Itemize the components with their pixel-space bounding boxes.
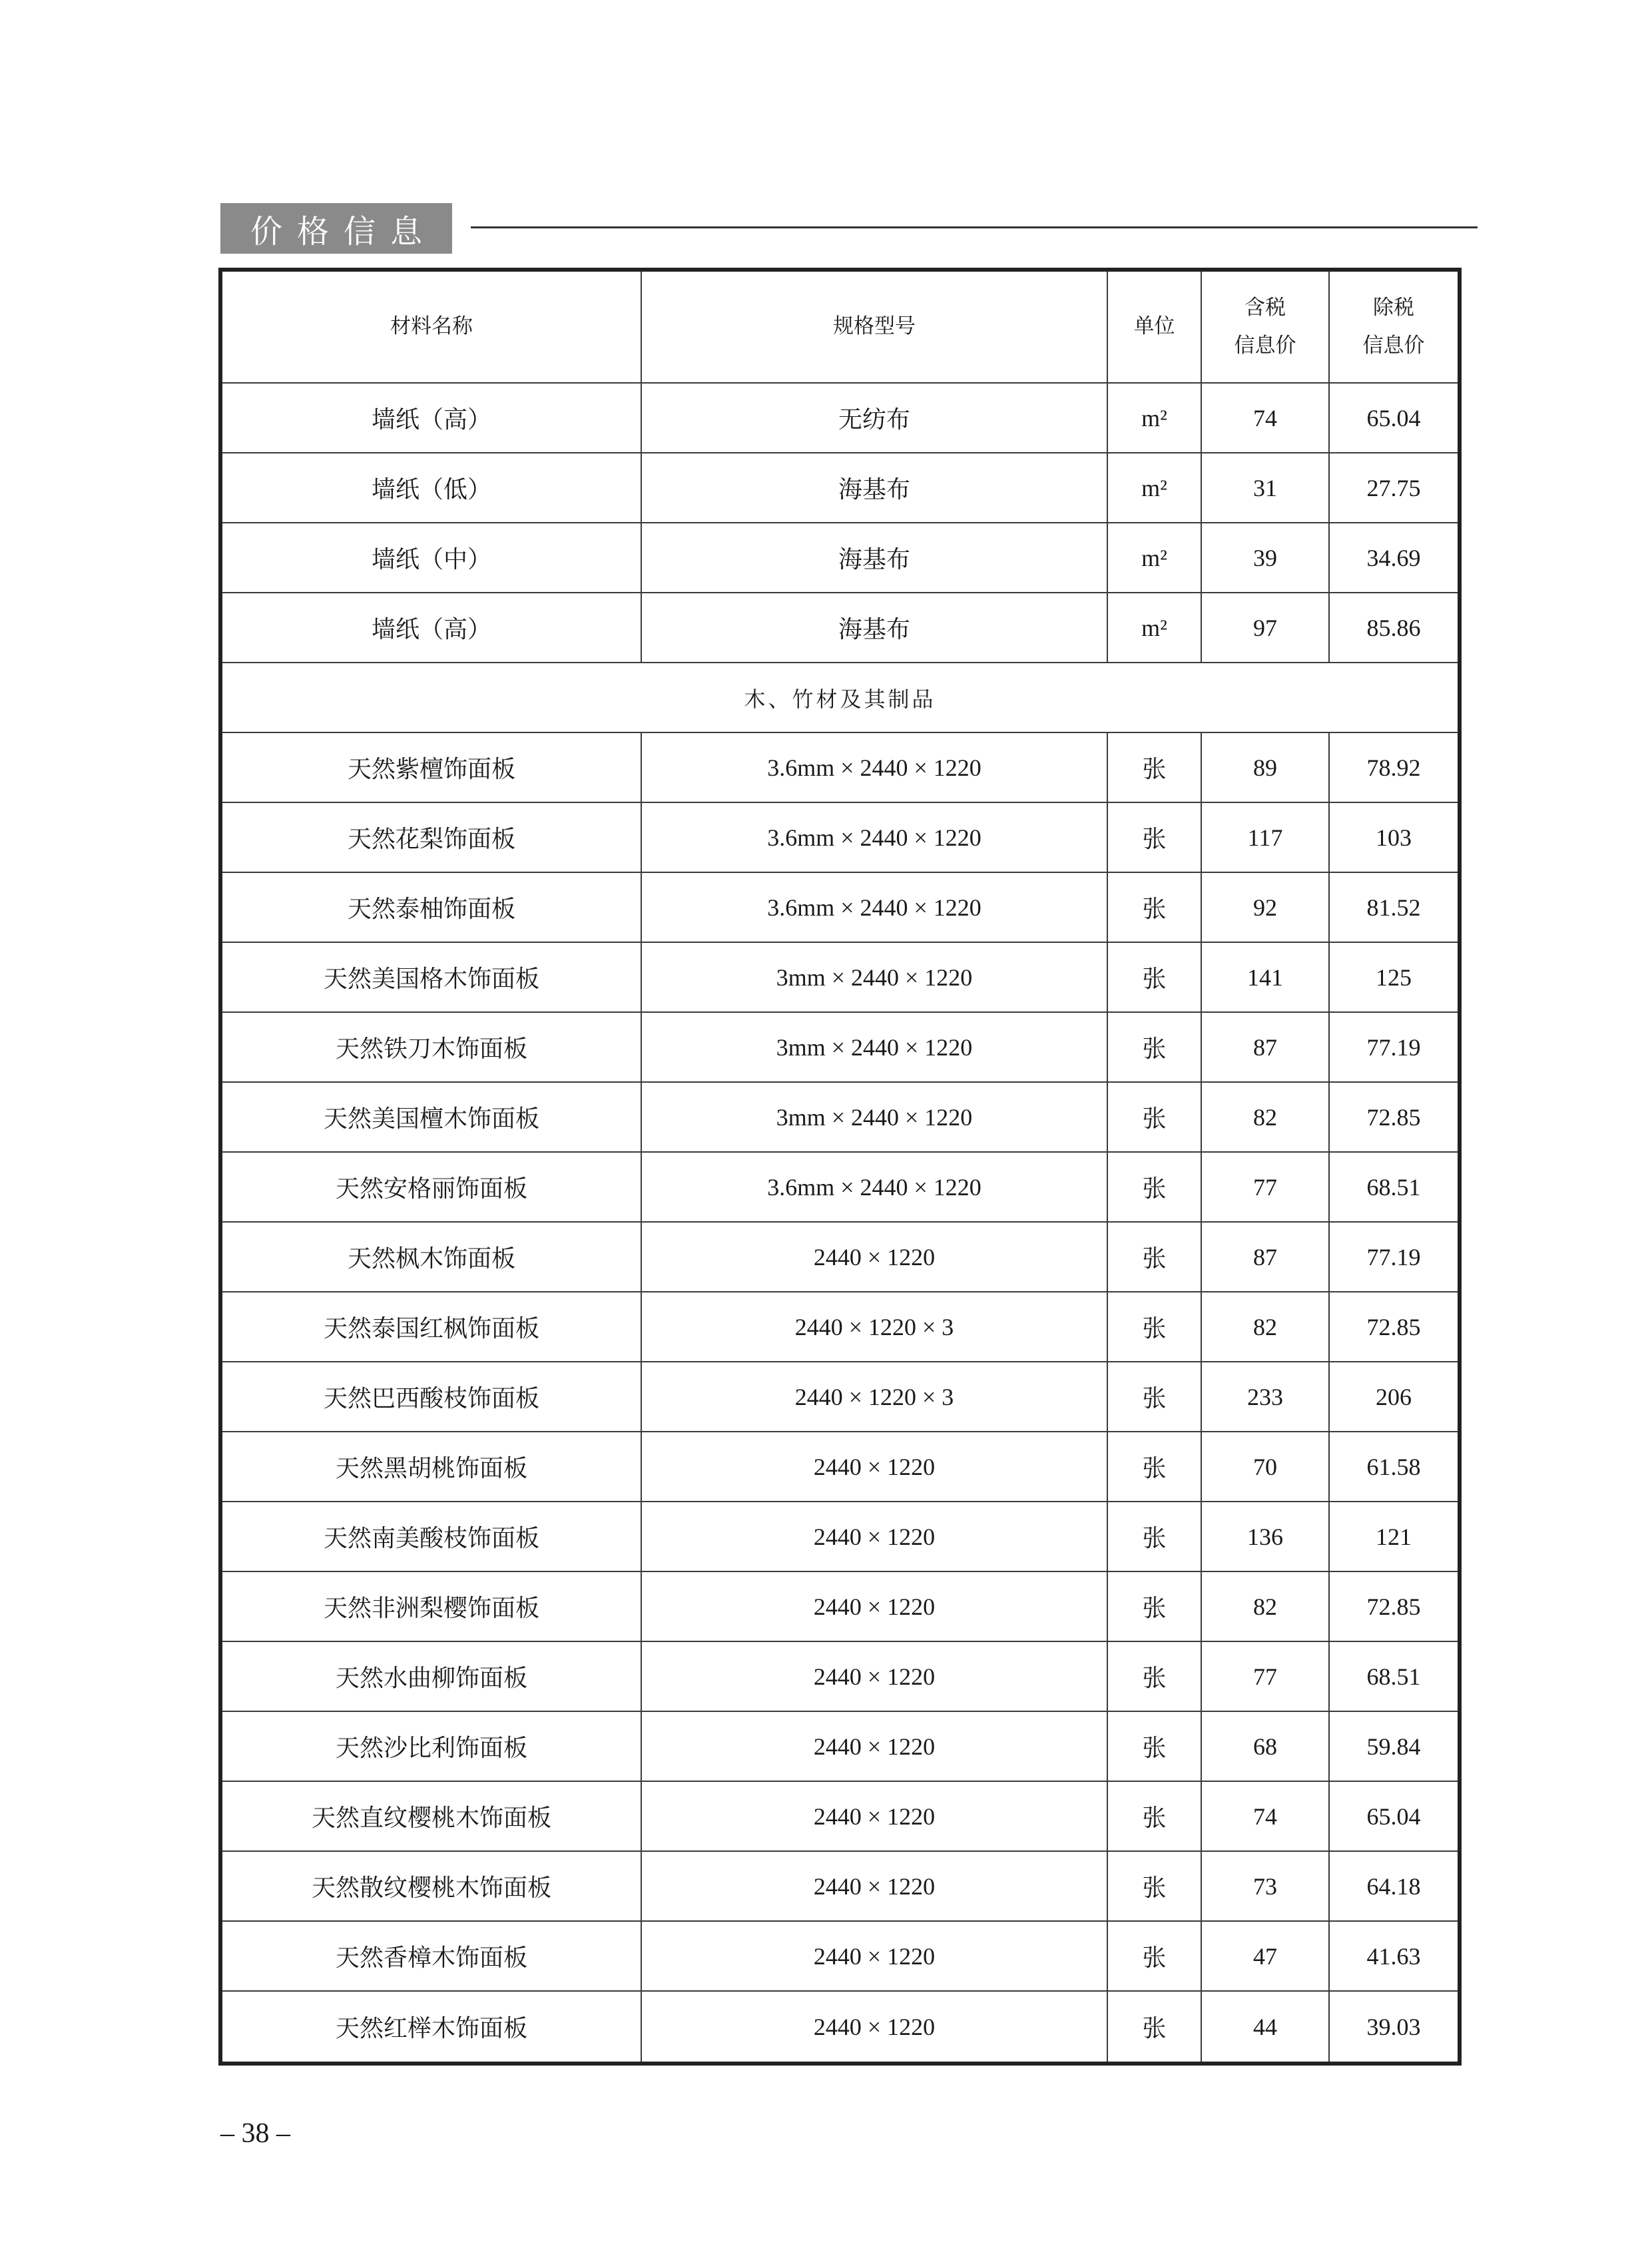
table-row bbox=[222, 1992, 1458, 2062]
table-row bbox=[222, 1013, 1458, 1083]
unit-cell: 张 bbox=[1108, 733, 1202, 802]
spec-cell: 海基布 bbox=[642, 523, 1108, 592]
table-row bbox=[222, 1362, 1458, 1432]
table-row bbox=[222, 1432, 1458, 1502]
header-tax-excl-line2: 信息价 bbox=[1362, 334, 1425, 358]
tax-excl-price-cell: 77.19 bbox=[1366, 1243, 1421, 1270]
material-name-cell: 天然泰柚饰面板 bbox=[222, 873, 642, 942]
tax-excl-price-cell: 72.85 bbox=[1366, 1593, 1421, 1620]
unit-cell: m² bbox=[1108, 523, 1202, 592]
unit-cell: 张 bbox=[1108, 1292, 1202, 1361]
material-name-cell: 天然红榉木饰面板 bbox=[222, 1992, 642, 2062]
tax-incl-price-cell: 31 bbox=[1202, 453, 1330, 522]
unit-cell: 张 bbox=[1108, 943, 1202, 1011]
header-material-name-label: 材料名称 bbox=[390, 314, 473, 339]
tax-excl-price-cell: 61.58 bbox=[1366, 1453, 1421, 1480]
tax-incl-price-cell: 39 bbox=[1202, 523, 1330, 592]
spec-cell: 2440 × 1220 × 3 bbox=[642, 1362, 1108, 1431]
tax-incl-price-cell: 89 bbox=[1202, 733, 1330, 802]
tax-excl-price-cell: 68.51 bbox=[1366, 1663, 1421, 1690]
spec-cell: 海基布 bbox=[642, 593, 1108, 662]
material-name-cell: 天然香樟木饰面板 bbox=[222, 1922, 642, 1990]
unit-cell: 张 bbox=[1108, 1083, 1202, 1151]
material-name-cell: 天然泰国红枫饰面板 bbox=[222, 1292, 642, 1361]
unit-cell: 张 bbox=[1108, 1782, 1202, 1850]
tax-excl-price-cell: 41.63 bbox=[1366, 1942, 1421, 1970]
spec-cell: 2440 × 1220 bbox=[642, 1502, 1108, 1571]
material-name-cell: 天然巴西酸枝饰面板 bbox=[222, 1362, 642, 1431]
material-name-cell: 墙纸（中） bbox=[222, 523, 642, 592]
tax-excl-price-cell: 81.52 bbox=[1366, 894, 1421, 921]
tax-excl-price-cell: 72.85 bbox=[1366, 1313, 1421, 1340]
spec-cell: 2440 × 1220 bbox=[642, 1712, 1108, 1781]
table-row bbox=[222, 593, 1458, 663]
material-name-cell: 天然南美酸枝饰面板 bbox=[222, 1502, 642, 1571]
tax-excl-price-cell: 72.85 bbox=[1366, 1103, 1421, 1131]
material-name-cell: 天然直纹樱桃木饰面板 bbox=[222, 1782, 642, 1850]
price-table bbox=[218, 268, 1462, 2066]
header-tax-excl-line1: 除税 bbox=[1373, 295, 1414, 320]
header-spec-label: 规格型号 bbox=[833, 314, 916, 339]
tax-incl-price-cell: 233 bbox=[1202, 1362, 1330, 1431]
tax-excl-price-cell: 65.04 bbox=[1366, 1803, 1421, 1830]
spec-cell: 无纺布 bbox=[642, 384, 1108, 452]
material-name-cell: 天然散纹樱桃木饰面板 bbox=[222, 1852, 642, 1920]
material-name-cell: 天然美国檀木饰面板 bbox=[222, 1083, 642, 1151]
tax-incl-price-cell: 74 bbox=[1202, 1782, 1330, 1850]
table-row bbox=[222, 1153, 1458, 1223]
tax-incl-price-cell: 68 bbox=[1202, 1712, 1330, 1781]
header-tax-incl-line1: 含税 bbox=[1244, 295, 1286, 320]
spec-cell: 2440 × 1220 bbox=[642, 1642, 1108, 1711]
tax-excl-price-cell: 78.92 bbox=[1366, 754, 1421, 781]
tax-incl-price-cell: 77 bbox=[1202, 1642, 1330, 1711]
tax-excl-price-cell: 68.51 bbox=[1366, 1173, 1421, 1201]
tax-excl-price-cell: 125 bbox=[1376, 964, 1412, 991]
tax-excl-price-cell: 206 bbox=[1376, 1383, 1412, 1410]
tax-incl-price-cell: 44 bbox=[1202, 1992, 1330, 2062]
table-header-row bbox=[222, 272, 1458, 384]
material-name-cell: 墙纸（高） bbox=[222, 384, 642, 452]
tax-incl-price-cell: 87 bbox=[1202, 1223, 1330, 1291]
header-tax-excl-price bbox=[1330, 272, 1458, 382]
tax-excl-price-cell: 65.04 bbox=[1366, 404, 1421, 431]
spec-cell: 3.6mm × 2440 × 1220 bbox=[642, 733, 1108, 802]
spec-cell: 2440 × 1220 × 3 bbox=[642, 1292, 1108, 1361]
table-row bbox=[222, 1712, 1458, 1782]
tax-incl-price-cell: 141 bbox=[1202, 943, 1330, 1011]
tax-incl-price-cell: 77 bbox=[1202, 1153, 1330, 1221]
spec-cell: 海基布 bbox=[642, 453, 1108, 522]
header-rule bbox=[471, 226, 1478, 228]
unit-cell: 张 bbox=[1108, 1432, 1202, 1501]
spec-cell: 2440 × 1220 bbox=[642, 1572, 1108, 1641]
unit-cell: 张 bbox=[1108, 1362, 1202, 1431]
material-name-cell: 天然沙比利饰面板 bbox=[222, 1712, 642, 1781]
material-name-cell: 天然紫檀饰面板 bbox=[222, 733, 642, 802]
material-name-cell: 墙纸（低） bbox=[222, 453, 642, 522]
material-name-cell: 天然铁刀木饰面板 bbox=[222, 1013, 642, 1081]
tax-incl-price-cell: 97 bbox=[1202, 593, 1330, 662]
tax-incl-price-cell: 92 bbox=[1202, 873, 1330, 942]
tax-incl-price-cell: 82 bbox=[1202, 1292, 1330, 1361]
spec-cell: 2440 × 1220 bbox=[642, 1992, 1108, 2062]
table-row bbox=[222, 1083, 1458, 1153]
table-row bbox=[222, 1782, 1458, 1852]
unit-cell: 张 bbox=[1108, 1502, 1202, 1571]
page-number: – 38 – bbox=[220, 2118, 290, 2149]
material-name-cell: 天然美国格木饰面板 bbox=[222, 943, 642, 1011]
header-spec bbox=[642, 272, 1108, 382]
tax-incl-price-cell: 47 bbox=[1202, 1922, 1330, 1990]
tax-excl-price-cell: 34.69 bbox=[1366, 544, 1421, 571]
spec-cell: 2440 × 1220 bbox=[642, 1852, 1108, 1920]
section-row bbox=[222, 663, 1458, 733]
material-name-cell: 天然非洲梨樱饰面板 bbox=[222, 1572, 642, 1641]
table-row bbox=[222, 384, 1458, 453]
spec-cell: 3mm × 2440 × 1220 bbox=[642, 1013, 1108, 1081]
table-row bbox=[222, 1292, 1458, 1362]
tax-incl-price-cell: 74 bbox=[1202, 384, 1330, 452]
unit-cell: 张 bbox=[1108, 1153, 1202, 1221]
unit-cell: 张 bbox=[1108, 1922, 1202, 1990]
tax-incl-price-cell: 82 bbox=[1202, 1083, 1330, 1151]
header-unit-label: 单位 bbox=[1133, 314, 1175, 339]
table-row bbox=[222, 1642, 1458, 1712]
tax-excl-price-cell: 59.84 bbox=[1366, 1733, 1421, 1760]
header-tax-incl-line2: 信息价 bbox=[1234, 334, 1296, 358]
header-material-name bbox=[222, 272, 642, 382]
tax-excl-price-cell: 39.03 bbox=[1366, 2013, 1421, 2040]
spec-cell: 2440 × 1220 bbox=[642, 1432, 1108, 1501]
unit-cell: 张 bbox=[1108, 1223, 1202, 1291]
spec-cell: 3mm × 2440 × 1220 bbox=[642, 1083, 1108, 1151]
table-row bbox=[222, 523, 1458, 593]
spec-cell: 2440 × 1220 bbox=[642, 1782, 1108, 1850]
header-unit bbox=[1108, 272, 1202, 382]
material-name-cell: 天然枫木饰面板 bbox=[222, 1223, 642, 1291]
unit-cell: 张 bbox=[1108, 1013, 1202, 1081]
material-name-cell: 天然花梨饰面板 bbox=[222, 803, 642, 872]
tax-excl-price-cell: 77.19 bbox=[1366, 1033, 1421, 1061]
spec-cell: 2440 × 1220 bbox=[642, 1922, 1108, 1990]
unit-cell: m² bbox=[1108, 453, 1202, 522]
spec-cell: 2440 × 1220 bbox=[642, 1223, 1108, 1291]
unit-cell: m² bbox=[1108, 384, 1202, 452]
material-name-cell: 墙纸（高） bbox=[222, 593, 642, 662]
table-row bbox=[222, 1502, 1458, 1572]
spec-cell: 3mm × 2440 × 1220 bbox=[642, 943, 1108, 1011]
table-row bbox=[222, 803, 1458, 873]
unit-cell: 张 bbox=[1108, 873, 1202, 942]
table-row bbox=[222, 453, 1458, 523]
material-name-cell: 天然黑胡桃饰面板 bbox=[222, 1432, 642, 1501]
unit-cell: 张 bbox=[1108, 803, 1202, 872]
table-row bbox=[222, 943, 1458, 1013]
table-row bbox=[222, 1572, 1458, 1642]
tax-excl-price-cell: 64.18 bbox=[1366, 1872, 1421, 1900]
spec-cell: 3.6mm × 2440 × 1220 bbox=[642, 1153, 1108, 1221]
tax-excl-price-cell: 85.86 bbox=[1366, 614, 1421, 641]
tax-incl-price-cell: 136 bbox=[1202, 1502, 1330, 1571]
spec-cell: 3.6mm × 2440 × 1220 bbox=[642, 803, 1108, 872]
section-title: 木、竹材及其制品 bbox=[744, 686, 936, 712]
material-name-cell: 天然水曲柳饰面板 bbox=[222, 1642, 642, 1711]
table-row bbox=[222, 1922, 1458, 1992]
section-tab: 价格信息 bbox=[220, 203, 452, 254]
tax-excl-price-cell: 27.75 bbox=[1366, 474, 1421, 501]
material-name-cell: 天然安格丽饰面板 bbox=[222, 1153, 642, 1221]
tax-excl-price-cell: 121 bbox=[1376, 1523, 1412, 1550]
unit-cell: m² bbox=[1108, 593, 1202, 662]
spec-cell: 3.6mm × 2440 × 1220 bbox=[642, 873, 1108, 942]
tax-incl-price-cell: 73 bbox=[1202, 1852, 1330, 1920]
table-row bbox=[222, 873, 1458, 943]
tax-incl-price-cell: 87 bbox=[1202, 1013, 1330, 1081]
tax-incl-price-cell: 82 bbox=[1202, 1572, 1330, 1641]
tax-incl-price-cell: 70 bbox=[1202, 1432, 1330, 1501]
table-row bbox=[222, 1852, 1458, 1922]
tax-incl-price-cell: 117 bbox=[1202, 803, 1330, 872]
unit-cell: 张 bbox=[1108, 1572, 1202, 1641]
tax-excl-price-cell: 103 bbox=[1376, 824, 1412, 851]
unit-cell: 张 bbox=[1108, 1712, 1202, 1781]
unit-cell: 张 bbox=[1108, 1992, 1202, 2062]
table-row bbox=[222, 733, 1458, 803]
table-row bbox=[222, 1223, 1458, 1292]
unit-cell: 张 bbox=[1108, 1852, 1202, 1920]
header-tax-incl-price bbox=[1202, 272, 1330, 382]
unit-cell: 张 bbox=[1108, 1642, 1202, 1711]
